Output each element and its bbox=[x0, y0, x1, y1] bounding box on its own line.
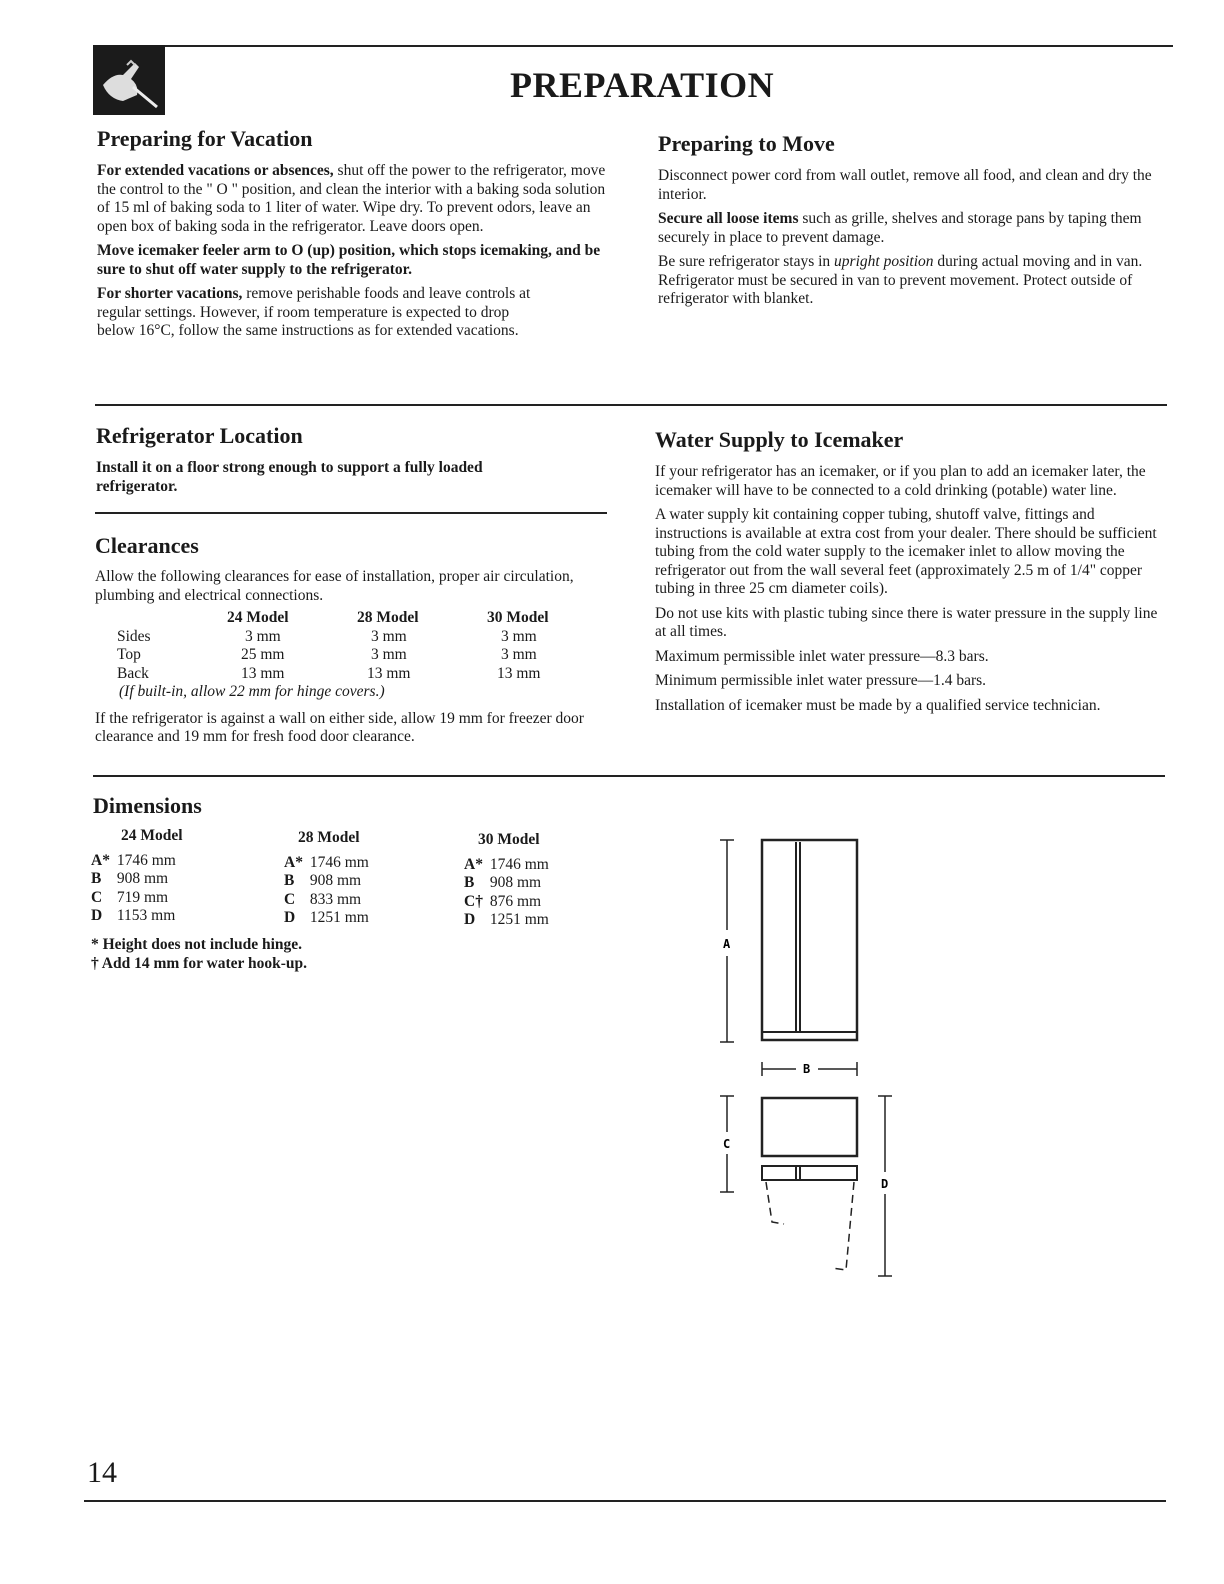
dimension-value: 1746 mm bbox=[489, 855, 549, 873]
dimensions-row bbox=[91, 852, 271, 871]
dimension-key: C† bbox=[464, 892, 483, 910]
clearances-row bbox=[117, 628, 549, 647]
fridge-top-view bbox=[762, 1098, 857, 1156]
dimensions-model-name: 30 Model bbox=[478, 831, 540, 848]
clearances-row-label: Sides bbox=[117, 627, 151, 645]
diagram-label-c: C bbox=[723, 1137, 731, 1151]
dimension-value: 908 mm bbox=[309, 872, 362, 889]
clearances-cell: 13 mm bbox=[367, 664, 411, 682]
clearances-cell: 13 mm bbox=[241, 664, 285, 682]
refrigerator-dimension-diagram bbox=[700, 830, 920, 1290]
dimensions-row bbox=[284, 891, 464, 910]
height-note: * Height does not include hinge. bbox=[91, 936, 302, 953]
move-section bbox=[658, 131, 1168, 315]
hand-with-tool-icon bbox=[93, 45, 165, 115]
clearances-header-row bbox=[117, 609, 549, 628]
water-section bbox=[655, 427, 1165, 721]
clearances-row bbox=[117, 665, 549, 684]
clearances-row-label: Top bbox=[117, 646, 141, 663]
vacation-paragraph-2: Move icemaker feeler arm to O (up) position, which stops icemaking, and be sure to shut off water supply to the refrigerator. bbox=[97, 242, 601, 278]
clearances-note: (If built-in, allow 22 mm for hinge covers.) bbox=[119, 683, 385, 700]
vacation-section bbox=[97, 126, 607, 347]
header-rule bbox=[93, 45, 1173, 47]
page-number: 14 bbox=[87, 1456, 117, 1489]
vacation-p1-bold: For extended vacations or absences, bbox=[97, 162, 334, 179]
vacation-heading: Preparing for Vacation bbox=[97, 126, 313, 151]
dimension-value: 1153 mm bbox=[116, 907, 176, 924]
dimension-key: B bbox=[464, 874, 475, 891]
water-paragraph-5: Minimum permissible inlet water pressure—1.4 bars. bbox=[655, 672, 987, 689]
fridge-front-view bbox=[762, 840, 857, 1040]
dimension-value: 719 mm bbox=[116, 888, 169, 906]
clearances-cell: 3 mm bbox=[501, 627, 537, 645]
clearances-cell: 13 mm bbox=[497, 664, 541, 682]
move-p3-b: during actual moving and in van. Refrigerator must be secured in van to prevent movement. Protect outside of refrigerator with blanket. bbox=[658, 253, 1143, 307]
section-rule-1 bbox=[95, 404, 1167, 406]
dimensions-model-name: 28 Model bbox=[298, 829, 360, 846]
dimensions-row bbox=[91, 889, 271, 908]
dimensions-row bbox=[464, 874, 644, 893]
dimension-key: D bbox=[464, 911, 476, 928]
dimension-value: 908 mm bbox=[489, 874, 542, 891]
dimension-key: D bbox=[284, 909, 296, 926]
dimensions-model-30 bbox=[464, 831, 644, 930]
dimensions-row bbox=[91, 870, 271, 889]
clearances-table bbox=[117, 609, 549, 683]
page-title: PREPARATION bbox=[510, 65, 775, 105]
dimension-value: 876 mm bbox=[489, 892, 542, 910]
clearances-col-30: 30 Model bbox=[487, 609, 549, 626]
hookup-note: † Add 14 mm for water hook-up. bbox=[91, 955, 308, 972]
dimensions-heading: Dimensions bbox=[93, 793, 202, 818]
vacation-p1-text: shut off the power to the refrigerator, move the control to the " O " position, and clean the interior with a baking soda solution of 15 ml of baking soda to 1 liter of water. Wipe dry. To prevent odors, leave an open box of baking soda in the refrigerator. Leave doors open. bbox=[97, 162, 606, 235]
clearances-section bbox=[95, 533, 607, 753]
dimensions-row bbox=[284, 872, 464, 891]
water-paragraph-6: Installation of icemaker must be made by a qualified service technician. bbox=[655, 696, 1101, 714]
location-paragraph: Install it on a floor strong enough to support a fully loaded refrigerator. bbox=[96, 459, 483, 495]
dimensions-notes bbox=[91, 935, 307, 973]
clearances-col-24: 24 Model bbox=[227, 609, 289, 626]
clearances-col-28: 28 Model bbox=[357, 609, 419, 626]
dimension-value: 1251 mm bbox=[489, 911, 549, 928]
diagram-label-d: D bbox=[881, 1177, 889, 1191]
clearances-cell: 3 mm bbox=[371, 627, 407, 645]
move-p2-bold: Secure all loose items bbox=[658, 210, 799, 227]
footer-rule bbox=[84, 1500, 1166, 1502]
vacation-p3-text: remove perishable foods and leave controls at regular settings. However, if room temperature is expected to drop below 16°C, follow the same instructions as for extended vacations. bbox=[97, 285, 531, 339]
move-p3-a: Be sure refrigerator stays in bbox=[658, 253, 835, 270]
move-p3-italic: upright position bbox=[834, 253, 934, 270]
dimensions-model-name: 24 Model bbox=[121, 827, 183, 844]
clearances-cell: 3 mm bbox=[501, 646, 537, 663]
water-heading: Water Supply to Icemaker bbox=[655, 427, 904, 452]
dimension-key: A* bbox=[284, 853, 303, 871]
move-heading: Preparing to Move bbox=[658, 131, 835, 156]
dimensions-model-28 bbox=[284, 829, 464, 928]
dimension-key: C bbox=[91, 888, 103, 906]
dimension-value: 1746 mm bbox=[309, 853, 369, 871]
dimensions-row bbox=[464, 911, 644, 930]
clearances-cell: 25 mm bbox=[241, 646, 285, 663]
vacation-paragraph-3 bbox=[97, 285, 537, 341]
dimension-key: A* bbox=[464, 855, 483, 873]
clearances-row-label: Back bbox=[117, 664, 149, 682]
dimensions-model-24 bbox=[91, 827, 271, 926]
vacation-paragraph-1 bbox=[97, 162, 607, 236]
water-paragraph-4: Maximum permissible inlet water pressure—8.3 bars. bbox=[655, 647, 989, 665]
water-paragraph-2: A water supply kit containing copper tubing, shutoff valve, fittings and instructions is available at extra cost from your dealer. There should be sufficient tubing from the cold water supply to the icemaker inlet to allow moving the refrigerator out from the wall several feet (approximately 2.5 m of 1/4" copper tubing in three 25 cm diameter coils). bbox=[655, 506, 1157, 597]
move-p2-text: such as grille, shelves and storage pans by taping them securely in place to prevent damage. bbox=[658, 210, 1142, 246]
location-section bbox=[96, 423, 606, 502]
dimension-value: 833 mm bbox=[309, 890, 362, 908]
dimension-key: D bbox=[91, 907, 103, 924]
diagram-label-b: B bbox=[803, 1062, 811, 1076]
diagram-label-a: A bbox=[723, 937, 731, 951]
location-rule bbox=[95, 512, 607, 514]
clearances-intro: Allow the following clearances for ease of installation, proper air circulation, plumbing and electrical connections. bbox=[95, 568, 574, 604]
move-paragraph-3 bbox=[658, 253, 1168, 309]
clearances-cell: 3 mm bbox=[371, 646, 407, 663]
dimension-key: A* bbox=[91, 851, 110, 869]
dimension-key: B bbox=[284, 872, 295, 889]
move-paragraph-1: Disconnect power cord from wall outlet, remove all food, and clean and dry the interior. bbox=[658, 167, 1152, 203]
water-paragraph-3: Do not use kits with plastic tubing since there is water pressure in the supply line at all times. bbox=[655, 604, 1158, 640]
dimensions-row bbox=[464, 856, 644, 875]
dimension-value: 908 mm bbox=[116, 870, 169, 887]
clearances-row bbox=[117, 646, 549, 665]
move-paragraph-2 bbox=[658, 210, 1168, 247]
water-paragraph-1: If your refrigerator has an icemaker, or if you plan to add an icemaker later, the icemaker will have to be connected to a cold drinking (potable) water line. bbox=[655, 463, 1146, 499]
dimensions-row bbox=[284, 854, 464, 873]
vacation-p3-bold: For shorter vacations, bbox=[97, 285, 243, 302]
dimension-key: B bbox=[91, 870, 102, 887]
dimensions-row bbox=[464, 893, 644, 912]
location-heading: Refrigerator Location bbox=[96, 423, 303, 448]
clearances-outro: If the refrigerator is against a wall on either side, allow 19 mm for freezer door clearance and 19 mm for fresh food door clearance. bbox=[95, 709, 584, 745]
dimensions-row bbox=[91, 907, 271, 926]
dimensions-row bbox=[284, 909, 464, 928]
dimension-key: C bbox=[284, 890, 296, 908]
clearances-cell: 3 mm bbox=[245, 627, 281, 645]
dimension-value: 1251 mm bbox=[309, 909, 369, 926]
dimension-value: 1746 mm bbox=[116, 851, 176, 869]
section-rule-2 bbox=[93, 775, 1165, 777]
clearances-heading: Clearances bbox=[95, 533, 199, 558]
